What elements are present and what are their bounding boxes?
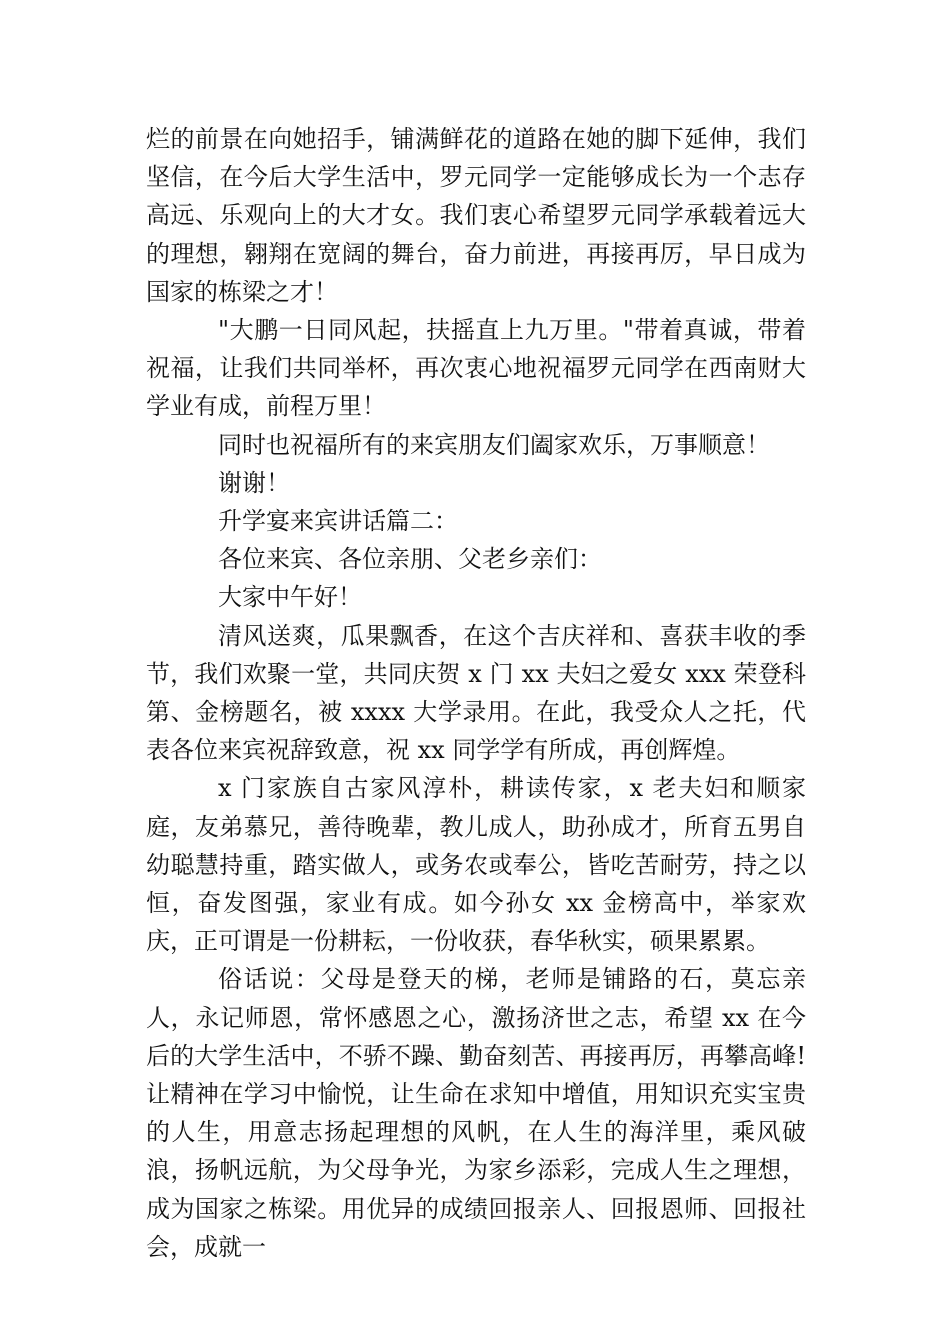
paragraph-advice: 俗话说：父母是登天的梯，老师是铺路的石，莫忘亲人，永记师恩，常怀感恩之心，激扬济世之志，希望 xx 在今后的大学生活中，不骄不躁、勤奋刻苦、再接再厉，再攀高峰!让精神在学习中愉悦，让生命在求知中增值，用知识充实宝贵的人生，用意志扬起理想的风帆，在人生的海洋里，乘风破浪，扬帆远航，为父母争光，为家乡添彩，完成人生之理想，成为国家之栋梁。用优异的成绩回报亲人、回报恩师、回报社会，成就一 bbox=[146, 965, 806, 1261]
paragraph-quote-toast: "大鹏一日同风起，扶摇直上九万里。"带着真诚，带着祝福，让我们共同举杯，再次衷心地祝福罗元同学在西南财大学业有成，前程万里！ bbox=[146, 316, 806, 421]
paragraph-thanks: 谢谢！ bbox=[218, 468, 290, 497]
paragraph-continued: 烂的前景在向她招手，铺满鲜花的道路在她的脚下延伸，我们坚信，在今后大学生活中，罗元同学一定能够成长为一个志存高远、乐观向上的大才女。我们衷心希望罗元同学承载着远大的理想，翱翔在宽阔的舞台，奋力前进，再接再厉，早日成为国家的栋梁之才！ bbox=[146, 125, 806, 306]
paragraph-family: x 门家族自古家风淳朴，耕读传家，x 老夫妇和顺家庭，友弟慕兄，善待晚辈，教儿成人，助孙成才，所育五男自幼聪慧持重，踏实做人，或务农或奉公，皆吃苦耐劳，持之以恒，奋发图强，家业有成。如今孙女 xx 金榜高中，举家欢庆，正可谓是一份耕耘，一份收获，春华秋实，硕果累累。 bbox=[146, 774, 806, 956]
greeting: 大家中午好！ bbox=[218, 583, 362, 612]
body-text bbox=[146, 120, 806, 1266]
paragraph-opening: 清风送爽，瓜果飘香，在这个吉庆祥和、喜获丰收的季节，我们欢聚一堂，共同庆贺 x 门 xx 夫妇之爱女 xxx 荣登科第、金榜题名，被 xxxx 大学录用。在此，我受众人之托，代表各位来宾祝辞致意，祝 xx 同学学有所成，再创辉煌。 bbox=[146, 621, 806, 765]
paragraph-blessing: 同时也祝福所有的来宾朋友们阖家欢乐，万事顺意！ bbox=[218, 430, 770, 459]
salutation: 各位来宾、各位亲朋、父老乡亲们： bbox=[218, 545, 602, 574]
section-heading: 升学宴来宾讲话篇二： bbox=[218, 507, 458, 536]
